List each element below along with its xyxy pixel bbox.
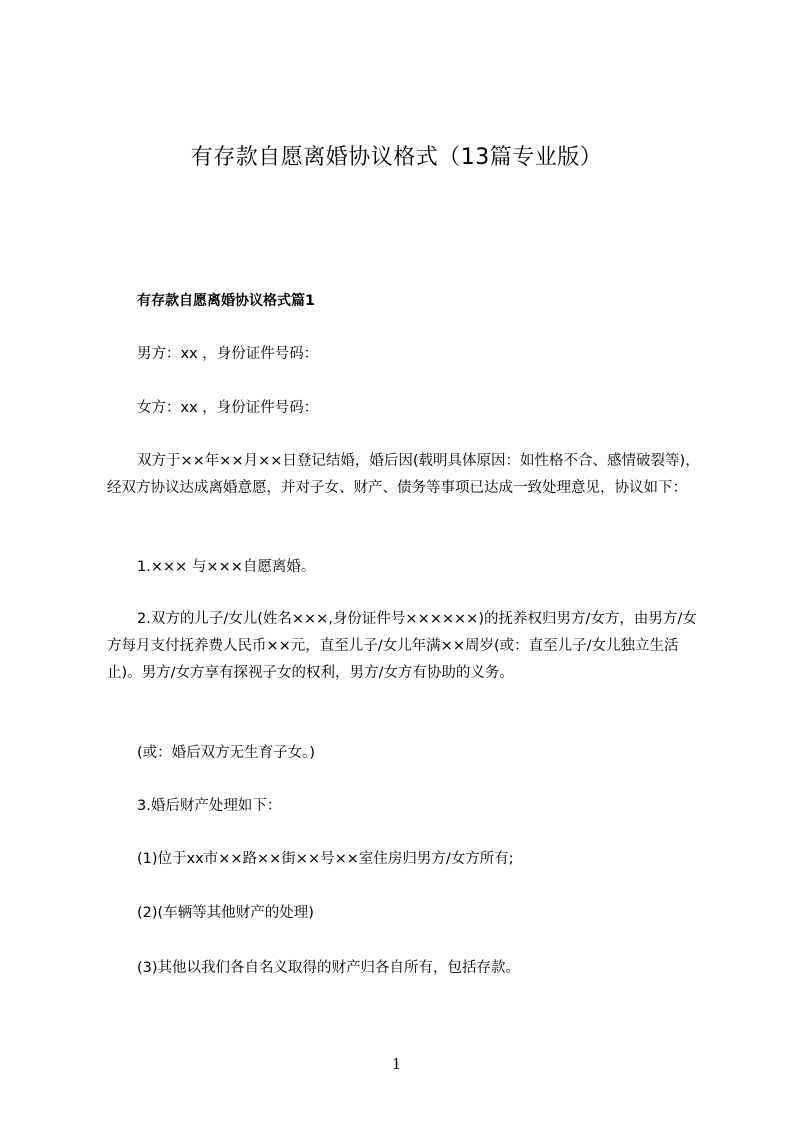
paragraph-clause-1: 1.××× 与×××自愿离婚。 — [137, 559, 316, 575]
paragraph-property-3: (3)其他以我们各自名义取得的财产归各自所有，包括存款。 — [137, 960, 521, 976]
paragraph-agreement-intro: 双方于××年××月××日登记结婚，婚后因(载明具体原因：如性格不合、感情破裂等)，经双方协议达成离婚意愿，并对子女、财产、债务等事项已达成一致处理意见，协议如下： — [107, 453, 700, 496]
section-heading: 有存款自愿离婚协议格式篇1 — [137, 293, 315, 309]
paragraph-female-party: 女方：xx ，身份证件号码： — [137, 400, 319, 416]
paragraph-male-party: 男方：xx ，身份证件号码： — [137, 346, 319, 362]
page-number: 1 — [391, 1055, 402, 1073]
paragraph-clause-2-alt: (或：婚后双方无生育子女。) — [137, 745, 316, 761]
paragraph-property-2: (2)(车辆等其他财产的处理) — [137, 905, 314, 921]
paragraph-clause-3: 3.婚后财产处理如下： — [137, 798, 282, 814]
document-title: 有存款自愿离婚协议格式（13篇专业版） — [190, 145, 603, 170]
paragraph-clause-2: 2.双方的儿子/女儿(姓名×××,身份证件号××××××)的抚养权归男方/女方，由男方/女方每月支付抚养费人民币××元，直至儿子/女儿年满××周岁(或：直至儿子/女儿独立生活止)。男方/女方享有探视子女的权利，男方/女方有协助的义务。 — [107, 611, 697, 681]
paragraph-property-1: (1)位于xx市××路××街××号××室住房归男方/女方所有; — [137, 851, 514, 867]
